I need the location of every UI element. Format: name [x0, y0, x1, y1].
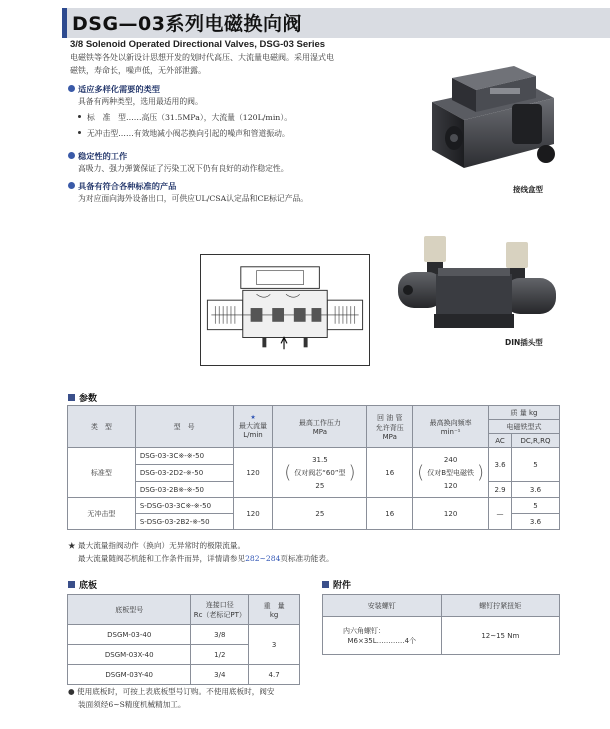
header-dc: DC,R,RQ	[511, 434, 559, 448]
cell-type-standard: 标准型	[68, 448, 136, 498]
section-square-icon	[322, 581, 329, 588]
params-note-star: ★ 最大流量指阀动作（换向）无异常时的极限流量。	[68, 541, 246, 550]
subplate-table	[67, 594, 300, 685]
photo-caption-din-connector: DIN插头型	[505, 338, 543, 347]
cell-port-size: 3/4	[191, 665, 249, 685]
cell-pressure: 31.5 ( 仅对阀芯“60”型 ) 25	[273, 448, 367, 498]
feature-heading: 具备有符合各种标准的产品	[68, 181, 176, 192]
intro-line: 磁铁，寿命长，噪声低，无外部泄露。	[70, 66, 206, 75]
cell-model: DSG-03-3C※-※-50	[135, 448, 233, 465]
header-solenoid: 电磁铁型式	[489, 420, 560, 434]
header-max-flow: ★ 最大流量 L/min	[233, 406, 273, 448]
header-port-size: 连接口径 Rc（老标记PT）	[191, 595, 249, 625]
cell-port-size: 1/2	[191, 645, 249, 665]
cell-tank-pressure: 16	[367, 498, 413, 530]
cell-subplate-model: DSGM-03Y-40	[68, 665, 191, 685]
photo-caption-terminal-box: 接线盒型	[513, 185, 543, 194]
feature-text: 高吸力、强力弹簧保证了污染工况下仍有良好的动作稳定性。	[78, 164, 289, 173]
section-square-icon	[68, 394, 75, 401]
cell-mass-dc: 3.6	[511, 482, 559, 498]
cell-subplate-model: DSGM-03-40	[68, 625, 191, 645]
subplate-note: ● 使用底板时，可按上表底板型号订购。不使用底板时，阀安	[68, 687, 275, 696]
cell-model: S-DSG-03-2B2-※-50	[135, 514, 233, 530]
cell-mass-dc: 3.6	[511, 514, 559, 530]
header-max-frequency: 最高换向频率 min⁻¹	[413, 406, 489, 448]
intro-text	[70, 51, 386, 77]
subplate-note: 装面须经6~S精度机械精加工。	[78, 700, 186, 709]
cell-mass-ac: 3.6	[489, 448, 512, 482]
accessory-table	[322, 594, 560, 655]
cell-mass-dc: 5	[511, 448, 559, 482]
feature-heading: 适应多样化需要的类型	[68, 84, 160, 95]
header-mass: 质 量 kg	[489, 406, 560, 420]
cell-flow: 120	[233, 498, 273, 530]
intro-line: 电磁铁等各处以新设计思想开发的划时代高压、大流量电磁阀。采用湿式电	[70, 53, 334, 62]
cell-type-shockless: 无冲击型	[68, 498, 136, 530]
page-subtitle: 3/8 Solenoid Operated Directional Valves, DSG-03 Series	[70, 39, 326, 50]
header-subplate-model: 底板型号	[68, 595, 191, 625]
cell-frequency: 240 ( 仅对B型电磁铁 ) 120	[413, 448, 489, 498]
page-title: DSG—03系列电磁换向阀	[72, 13, 302, 35]
header-tank-pressure: 回 油 管 允许背压 MPa	[367, 406, 413, 448]
valve-photo-din-connector	[394, 228, 566, 338]
cell-weight: 3	[249, 625, 300, 665]
feature-heading: 稳定性的工作	[68, 151, 127, 162]
cell-torque: 12~15 Nm	[441, 617, 559, 655]
feature-text: 具备有两种类型，选用最适用的阀。	[78, 97, 203, 106]
feature-text: 为对应面向海外设备出口，可供应UL/CSA认定品和CE标记产品。	[78, 194, 309, 203]
accessory-heading: 附件	[322, 578, 351, 591]
cell-subplate-model: DSGM-03X-40	[68, 645, 191, 665]
bullet-dot-icon	[68, 182, 75, 189]
params-note-reference: 最大流量随阀芯机能和工作条件而异，详情请参见282~284页标准功能表。	[78, 554, 334, 563]
header-weight: 重 量 kg	[249, 595, 300, 625]
valve-photo-terminal-box	[394, 64, 566, 184]
title-accent	[62, 8, 67, 38]
feature-bullet: 标 准 型……高压（31.5MPa），大流量（120L/min）。	[78, 112, 292, 123]
header-type: 类 型	[68, 406, 136, 448]
cell-mass-dc: 5	[511, 498, 559, 514]
header-max-pressure: 最高工作压力 MPa	[273, 406, 367, 448]
params-table	[67, 405, 560, 530]
cell-pressure: 25	[273, 498, 367, 530]
cell-port-size: 3/8	[191, 625, 249, 645]
cell-model: DSG-03-2D2-※-50	[135, 465, 233, 482]
cell-model: S-DSG-03-3C※-※-50	[135, 498, 233, 514]
feature-bullet: 无冲击型……有效地减小阀芯换向引起的噪声和管道振动。	[78, 128, 290, 139]
cell-frequency: 120	[413, 498, 489, 530]
page-reference-link[interactable]: 282~284	[245, 554, 281, 563]
valve-cross-section-diagram	[200, 254, 370, 366]
cell-tank-pressure: 16	[367, 448, 413, 498]
cell-weight: 4.7	[249, 665, 300, 685]
header-bolt: 安装螺钉	[323, 595, 442, 617]
subplate-heading: 底板	[68, 578, 97, 591]
header-torque: 螺钉拧紧扭矩	[441, 595, 559, 617]
cell-mass-ac: 2.9	[489, 482, 512, 498]
header-model: 型 号	[135, 406, 233, 448]
cell-mass-ac: —	[489, 498, 512, 530]
header-ac: AC	[489, 434, 512, 448]
cell-bolt: 内六角螺钉： M6×35L…………4个	[323, 617, 442, 655]
params-heading: 参数	[68, 391, 97, 404]
section-square-icon	[68, 581, 75, 588]
cell-flow: 120	[233, 448, 273, 498]
bullet-dot-icon	[68, 152, 75, 159]
bullet-dot-icon	[68, 85, 75, 92]
cell-model: DSG-03-2B※-※-50	[135, 482, 233, 498]
